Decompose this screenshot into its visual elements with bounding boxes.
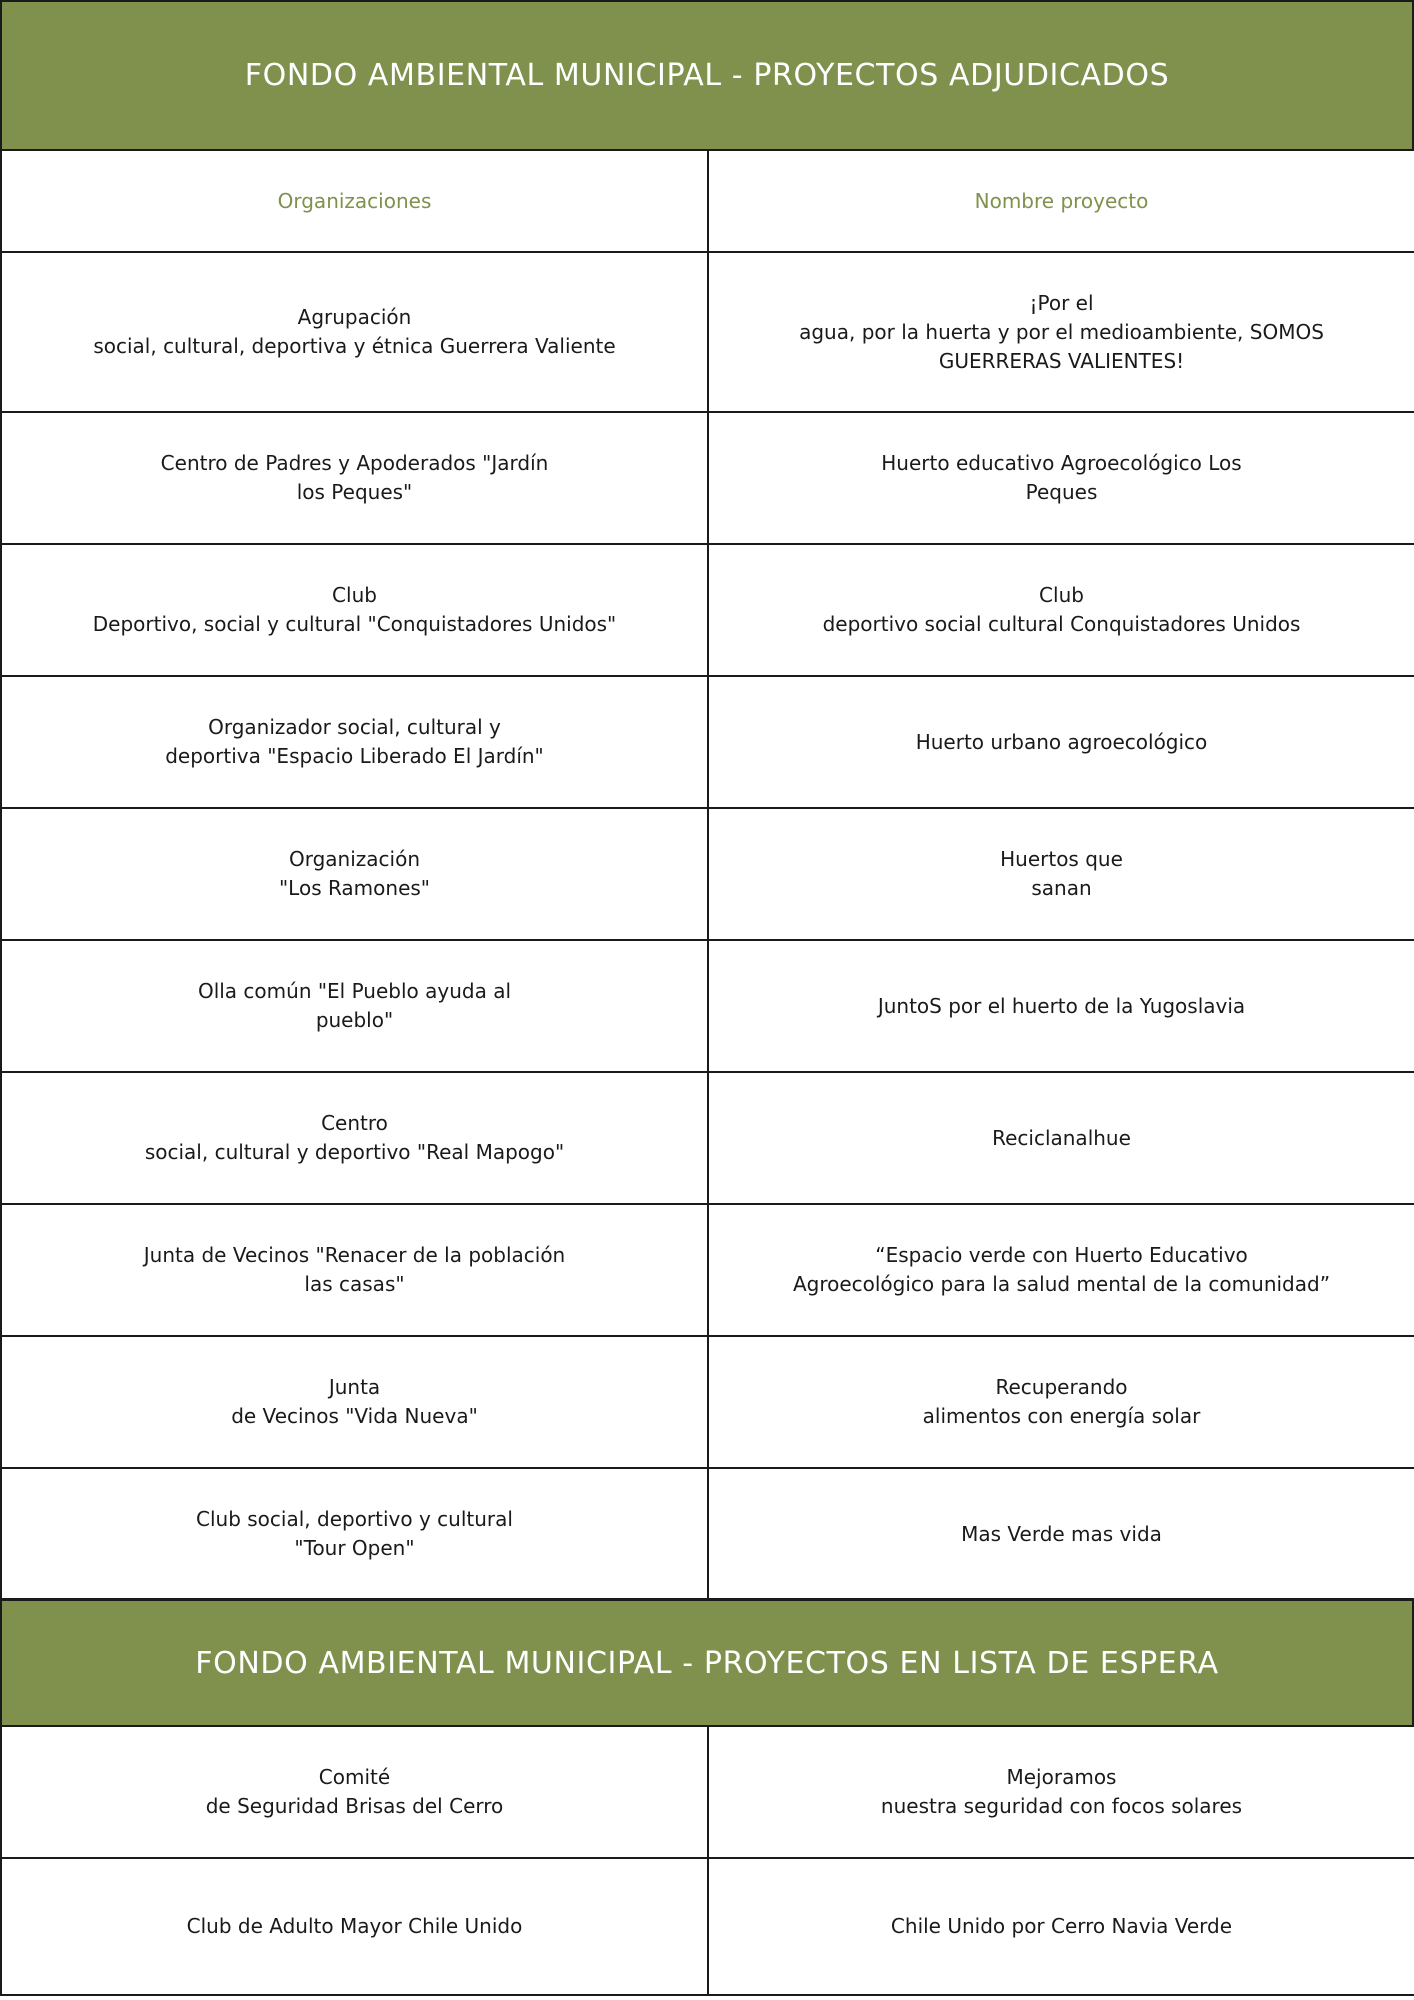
- organization-cell: Junta de Vecinos "Renacer de la población las casas": [1, 1204, 708, 1336]
- project-cell: Mas Verde mas vida: [708, 1468, 1414, 1600]
- organization-cell: Club social, deportivo y cultural "Tour Open": [1, 1468, 708, 1600]
- project-cell: “Espacio verde con Huerto Educativo Agroecológico para la salud mental de la comunidad”: [708, 1204, 1414, 1336]
- project-cell: Mejoramos nuestra seguridad con focos solares: [708, 1726, 1414, 1858]
- organization-cell: Organización "Los Ramones": [1, 808, 708, 940]
- project-cell: Club deportivo social cultural Conquistadores Unidos: [708, 544, 1414, 676]
- organization-cell: Organizador social, cultural y deportiva "Espacio Liberado El Jardín": [1, 676, 708, 808]
- waitlist-title-text: FONDO AMBIENTAL MUNICIPAL - PROYECTOS EN LISTA DE ESPERA: [195, 1645, 1219, 1681]
- table-header-row: [1, 150, 1414, 252]
- table-row: [1, 252, 1414, 412]
- organization-cell: Olla común "El Pueblo ayuda al pueblo": [1, 940, 708, 1072]
- table-row: [1, 1072, 1414, 1204]
- organization-cell: Club de Adulto Mayor Chile Unido: [1, 1858, 708, 1995]
- project-cell: Reciclanalhue: [708, 1072, 1414, 1204]
- table-row: [1, 808, 1414, 940]
- table-row: [1, 940, 1414, 1072]
- awarded-title-text: FONDO AMBIENTAL MUNICIPAL - PROYECTOS ADJUDICADOS: [244, 58, 1170, 93]
- organization-cell: Junta de Vecinos "Vida Nueva": [1, 1336, 708, 1468]
- project-cell: Recuperando alimentos con energía solar: [708, 1336, 1414, 1468]
- project-cell: Huerto urbano agroecológico: [708, 676, 1414, 808]
- organization-cell: Comité de Seguridad Brisas del Cerro: [1, 1726, 708, 1858]
- table-row: [1, 1204, 1414, 1336]
- project-cell: ¡Por el agua, por la huerta y por el medioambiente, SOMOS GUERRERAS VALIENTES!: [708, 252, 1414, 412]
- table-row: [1, 544, 1414, 676]
- organization-cell: Centro social, cultural y deportivo "Real Mapogo": [1, 1072, 708, 1204]
- header-organizations: Organizaciones: [1, 150, 708, 252]
- organization-cell: Centro de Padres y Apoderados "Jardín los Peques": [1, 412, 708, 544]
- waitlist-projects-table: [0, 1725, 1414, 1996]
- awarded-projects-table: [0, 149, 1414, 1601]
- project-cell: Huertos que sanan: [708, 808, 1414, 940]
- awarded-section-title: [0, 0, 1414, 149]
- table-row: [1, 412, 1414, 544]
- project-cell: JuntoS por el huerto de la Yugoslavia: [708, 940, 1414, 1072]
- table-row: [1, 1468, 1414, 1600]
- project-cell: Huerto educativo Agroecológico Los Peques: [708, 412, 1414, 544]
- header-project-name: Nombre proyecto: [708, 150, 1414, 252]
- table-row: [1, 1858, 1414, 1995]
- organization-cell: Agrupación social, cultural, deportiva y étnica Guerrera Valiente: [1, 252, 708, 412]
- organization-cell: Club Deportivo, social y cultural "Conquistadores Unidos": [1, 544, 708, 676]
- table-row: [1, 1726, 1414, 1858]
- table-row: [1, 676, 1414, 808]
- table-row: [1, 1336, 1414, 1468]
- waitlist-section-title: [0, 1598, 1414, 1725]
- project-cell: Chile Unido por Cerro Navia Verde: [708, 1858, 1414, 1995]
